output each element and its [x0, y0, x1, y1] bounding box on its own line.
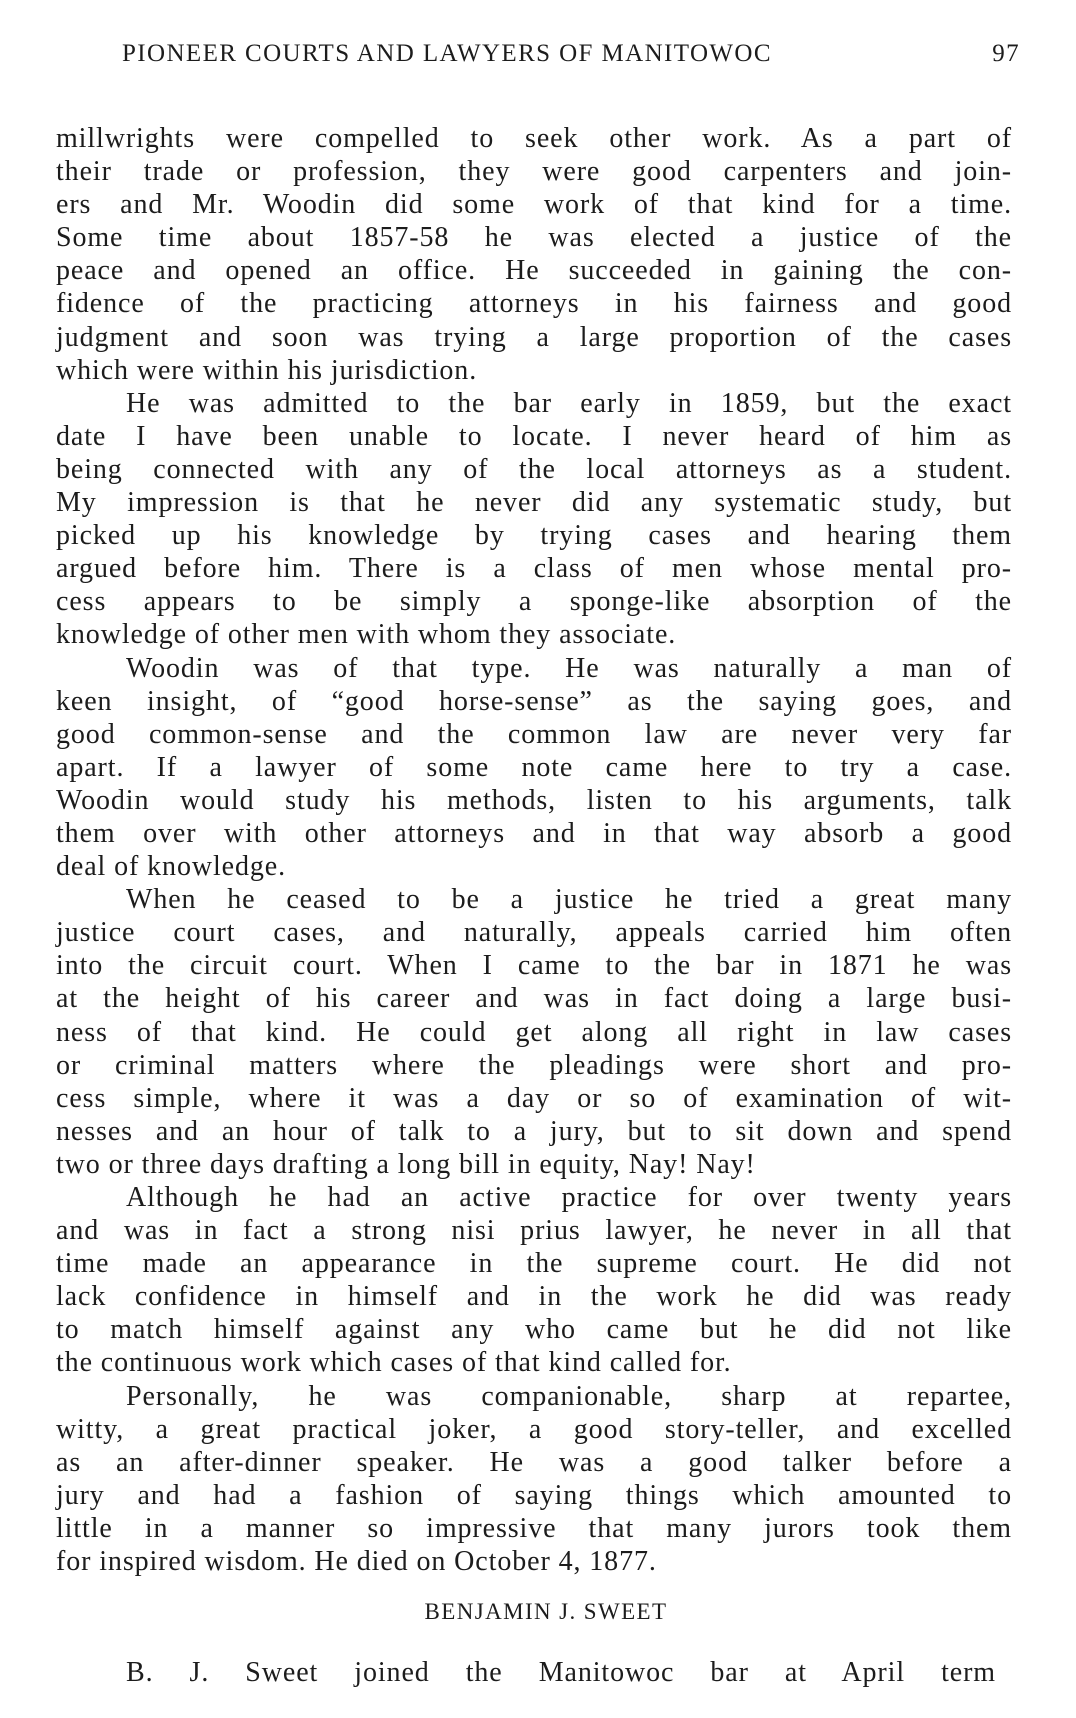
running-title: PIONEER COURTS AND LAWYERS OF MANITOWOC [122, 40, 772, 67]
text-line: and was in fact a strong nisi prius lawyer, he never in all that [56, 1215, 1012, 1247]
text-line: as an after-dinner speaker. He was a good talker before a [56, 1446, 1012, 1478]
text-line: fidence of the practicing attorneys in his fairness and good [56, 288, 1012, 320]
text-line: date I have been unable to locate. I never heard of him as [56, 420, 1012, 452]
text-line: for inspired wisdom. He died on October 4, 1877. [56, 1546, 657, 1578]
text-line: knowledge of other men with whom they associate. [56, 619, 677, 651]
text-line: ness of that kind. He could get along all right in law cases [56, 1016, 1012, 1048]
section-first-line: B. J. Sweet joined the Manitowoc bar at April term [126, 1657, 996, 1688]
text-line: When he ceased to be a justice he tried a great many [126, 884, 1012, 916]
text-line: two or three days drafting a long bill in equity, Nay! Nay! [56, 1148, 756, 1180]
text-line: deal of knowledge. [56, 851, 287, 883]
text-line: apart. If a lawyer of some note came here to try a case. [56, 751, 1012, 783]
text-line: cess simple, where it was a day or so of examination of wit- [56, 1082, 1012, 1114]
section-heading: BENJAMIN J. SWEET [424, 1599, 668, 1624]
text-line: Woodin would study his methods, listen to his arguments, talk [56, 784, 1012, 816]
text-line: My impression is that he never did any systematic study, but [56, 487, 1012, 519]
text-line: into the circuit court. When I came to the bar in 1871 he was [56, 950, 1012, 982]
text-line: to match himself against any who came but he did not like [56, 1314, 1012, 1346]
text-line: picked up his knowledge by trying cases and hearing them [56, 520, 1012, 552]
running-head [56, 34, 1020, 74]
paragraph [56, 1380, 1012, 1579]
paragraph [56, 883, 1012, 1181]
text-line: or criminal matters where the pleadings were short and pro- [56, 1049, 1012, 1081]
text-line: Some time about 1857-58 he was elected a justice of the [56, 222, 1012, 254]
text-line: He was admitted to the bar early in 1859, but the exact [126, 387, 1012, 419]
text-line: good common-sense and the common law are never very far [56, 718, 1012, 750]
text-line: argued before him. There is a class of men whose mental pro- [56, 553, 1012, 585]
text-line: Although he had an active practice for over twenty years [126, 1182, 1012, 1213]
text-line: nesses and an hour of talk to a jury, but to sit down and spend [56, 1115, 1012, 1147]
text-line: judgment and soon was trying a large proportion of the cases [56, 321, 1012, 353]
body-text [56, 122, 1012, 1578]
text-line: little in a manner so impressive that many jurors took them [56, 1512, 1012, 1544]
paragraph [56, 1181, 1012, 1380]
paragraph [56, 387, 1012, 652]
text-line: which were within his jurisdiction. [56, 354, 478, 386]
page-number: 97 [992, 40, 1020, 67]
text-line: justice court cases, and naturally, appeals carried him often [56, 917, 1012, 949]
text-line: at the height of his career and was in fact doing a large busi- [56, 983, 1012, 1015]
text-line: Woodin was of that type. He was naturally a man of [126, 652, 1012, 684]
paragraph [56, 652, 1012, 884]
text-line: being connected with any of the local attorneys as a student. [56, 453, 1012, 485]
text-line: millwrights were compelled to seek other work. As a part of [56, 123, 1012, 154]
text-line: them over with other attorneys and in that way absorb a good [56, 817, 1012, 849]
text-line: their trade or profession, they were good carpenters and join- [56, 156, 1012, 188]
text-line: peace and opened an office. He succeeded in gaining the con- [56, 255, 1012, 287]
text-line: lack confidence in himself and in the work he did was ready [56, 1281, 1012, 1313]
text-line: the continuous work which cases of that kind called for. [56, 1347, 732, 1379]
text-line: cess appears to be simply a sponge-like absorption of the [56, 586, 1012, 618]
text-line: jury and had a fashion of saying things which amounted to [56, 1479, 1012, 1511]
text-line: time made an appearance in the supreme court. He did not [56, 1248, 1012, 1280]
paragraph [56, 122, 1012, 387]
text-line: ers and Mr. Woodin did some work of that kind for a time. [56, 189, 1012, 221]
text-line: keen insight, of “good horse-sense” as the saying goes, and [56, 685, 1012, 717]
text-line: Personally, he was companionable, sharp at repartee, [126, 1380, 1012, 1412]
text-line: witty, a great practical joker, a good story-teller, and excelled [56, 1413, 1012, 1445]
